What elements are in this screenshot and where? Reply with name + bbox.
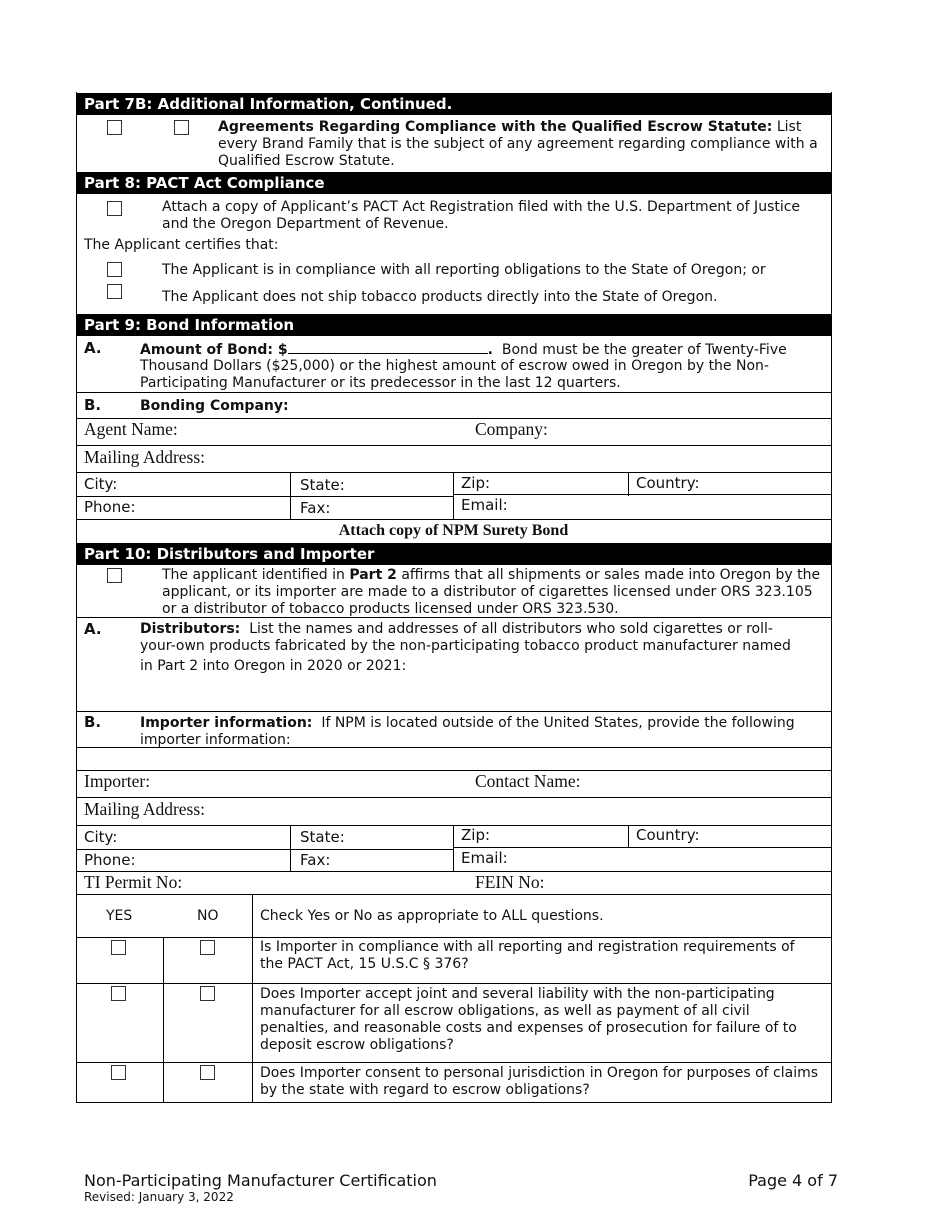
form-left-border bbox=[76, 92, 77, 1103]
q2-line-1: Does Importer accept joint and several liability with the non-participating bbox=[260, 986, 775, 1002]
q3-line-2: by the state with regard to escrow obligations? bbox=[260, 1082, 590, 1098]
attach-bond-note: Attach copy of NPM Surety Bond bbox=[338, 522, 569, 539]
q2-line-3: penalties, and reasonable costs and expenses of prosecution for failure of to bbox=[260, 1020, 797, 1036]
form-right-border bbox=[831, 92, 832, 1103]
part7b-agreements-line-1: Agreements Regarding Compliance with the Qualified Escrow Statute: List bbox=[218, 119, 802, 135]
importer-mailing-address-label: Mailing Address: bbox=[84, 799, 206, 819]
importer-country-label: Country: bbox=[636, 826, 700, 844]
importer-city-label: City: bbox=[84, 828, 118, 846]
importer-state-label: State: bbox=[300, 828, 345, 846]
divider bbox=[453, 494, 831, 495]
part9-a-letter: A. bbox=[84, 339, 102, 357]
part7b-agreements-line-3: Qualified Escrow Statute. bbox=[218, 153, 395, 169]
part9-header: Part 9: Bond Information bbox=[76, 314, 831, 336]
bond-amount-field[interactable] bbox=[288, 340, 488, 354]
bond-state-label: State: bbox=[300, 476, 345, 494]
part10-affirm-line-3: or a distributor of tobacco products licensed under ORS 323.530. bbox=[162, 601, 619, 617]
divider bbox=[76, 983, 831, 984]
bond-city-label: City: bbox=[84, 475, 118, 493]
part8-option-2: The Applicant does not ship tobacco products directly into the State of Oregon. bbox=[162, 289, 718, 305]
divider bbox=[76, 937, 831, 938]
divider bbox=[76, 496, 453, 497]
bond-agent-name-label: Agent Name: bbox=[84, 419, 178, 439]
footer-page-number: Page 4 of 7 bbox=[748, 1171, 838, 1190]
part10-distributors-line-2: your-own products fabricated by the non-participating tobacco product manufacturer named bbox=[140, 638, 791, 654]
divider bbox=[76, 519, 831, 520]
q2-no-checkbox[interactable] bbox=[200, 986, 215, 1001]
q3-no-checkbox[interactable] bbox=[200, 1065, 215, 1080]
part10-distributors-line-3: in Part 2 into Oregon in 2020 or 2021: bbox=[140, 658, 407, 674]
q2-line-4: deposit escrow obligations? bbox=[260, 1037, 454, 1053]
footer-revised: Revised: January 3, 2022 bbox=[84, 1190, 234, 1204]
form-bottom-border bbox=[76, 1102, 831, 1103]
divider bbox=[76, 849, 453, 850]
q3-line-1: Does Importer consent to personal jurisdiction in Oregon for purposes of claims bbox=[260, 1065, 819, 1081]
bond-company-label: Company: bbox=[475, 419, 548, 439]
divider bbox=[453, 825, 454, 872]
importer-label: Importer: bbox=[84, 771, 151, 791]
bond-mailing-address-label: Mailing Address: bbox=[84, 447, 206, 467]
part8-certifies: The Applicant certifies that: bbox=[84, 237, 279, 253]
no-column-header: NO bbox=[197, 908, 219, 924]
part10-importer-line-1: Importer information: If NPM is located outside of the United States, provide the following bbox=[140, 715, 795, 731]
part8-option-1: The Applicant is in compliance with all reporting obligations to the State of Oregon; or bbox=[162, 262, 766, 278]
divider bbox=[453, 472, 454, 519]
part9-a-line-2: Thousand Dollars ($25,000) or the highest amount of escrow owed in Oregon by the Non- bbox=[140, 358, 769, 374]
divider bbox=[76, 392, 831, 393]
part10-header: Part 10: Distributors and Importer bbox=[76, 543, 831, 565]
divider bbox=[76, 1062, 831, 1063]
yes-column-header: YES bbox=[106, 908, 133, 924]
part8-option-2-checkbox[interactable] bbox=[107, 284, 122, 299]
q1-line-1: Is Importer in compliance with all reporting and registration requirements of bbox=[260, 939, 795, 955]
part10-a-letter: A. bbox=[84, 620, 102, 638]
part10-b-letter: B. bbox=[84, 713, 102, 731]
part8-header: Part 8: PACT Act Compliance bbox=[76, 172, 831, 194]
part10-importer-line-2: importer information: bbox=[140, 732, 291, 748]
divider bbox=[252, 894, 253, 1103]
q1-no-checkbox[interactable] bbox=[200, 940, 215, 955]
importer-fax-label: Fax: bbox=[300, 851, 331, 869]
divider bbox=[76, 770, 831, 771]
part7b-checkbox-2[interactable] bbox=[174, 120, 189, 135]
q3-yes-checkbox[interactable] bbox=[111, 1065, 126, 1080]
part9-bond-amount-line: Amount of Bond: $ . Bond must be the greater of Twenty-Five bbox=[140, 342, 787, 358]
importer-fein-label: FEIN No: bbox=[475, 872, 545, 892]
divider bbox=[76, 418, 831, 419]
q1-line-2: the PACT Act, 15 U.S.C § 376? bbox=[260, 956, 469, 972]
divider bbox=[628, 825, 629, 847]
importer-ti-permit-label: TI Permit No: bbox=[84, 872, 183, 892]
bond-email-label: Email: bbox=[461, 496, 508, 514]
divider bbox=[453, 847, 831, 848]
q2-line-2: manufacturer for all escrow obligations, as well as payment of all civil bbox=[260, 1003, 750, 1019]
bond-fax-label: Fax: bbox=[300, 499, 331, 517]
part7b-checkbox-1[interactable] bbox=[107, 120, 122, 135]
yes-no-instructions: Check Yes or No as appropriate to ALL questions. bbox=[260, 908, 604, 924]
part9-a-line-3: Participating Manufacturer or its predecessor in the last 12 quarters. bbox=[140, 375, 621, 391]
part10-affirm-line-1: The applicant identified in Part 2 affirms that all shipments or sales made into Oregon by the bbox=[162, 567, 821, 583]
importer-contact-name-label: Contact Name: bbox=[475, 771, 581, 791]
part7b-agreements-line-2: every Brand Family that is the subject of any agreement regarding compliance with a bbox=[218, 136, 818, 152]
divider bbox=[76, 711, 831, 712]
divider bbox=[76, 617, 831, 618]
importer-email-label: Email: bbox=[461, 849, 508, 867]
footer-title: Non-Participating Manufacturer Certification bbox=[84, 1171, 437, 1190]
part10-affirm-checkbox[interactable] bbox=[107, 568, 122, 583]
importer-phone-label: Phone: bbox=[84, 851, 136, 869]
q2-yes-checkbox[interactable] bbox=[111, 986, 126, 1001]
part7b-header: Part 7B: Additional Information, Continued. bbox=[76, 93, 831, 115]
divider bbox=[76, 894, 831, 895]
part9-b-letter: B. bbox=[84, 396, 102, 414]
part10-distributors-line-1: Distributors: List the names and addresses of all distributors who sold cigarettes or roll- bbox=[140, 621, 773, 637]
divider bbox=[76, 445, 831, 446]
part10-affirm-line-2: applicant, or its importer are made to a distributor of cigarettes licensed under ORS 323.105 bbox=[162, 584, 813, 600]
divider bbox=[76, 871, 831, 872]
bond-zip-label: Zip: bbox=[461, 474, 491, 492]
part8-option-1-checkbox[interactable] bbox=[107, 262, 122, 277]
divider bbox=[76, 797, 831, 798]
bond-country-label: Country: bbox=[636, 474, 700, 492]
divider bbox=[76, 747, 831, 748]
bond-phone-label: Phone: bbox=[84, 498, 136, 516]
part8-attach-checkbox[interactable] bbox=[107, 201, 122, 216]
part8-attach-line-1: Attach a copy of Applicant’s PACT Act Registration filed with the U.S. Department of Justice bbox=[162, 199, 801, 215]
importer-zip-label: Zip: bbox=[461, 826, 491, 844]
part9-bonding-company-label: Bonding Company: bbox=[140, 398, 289, 414]
divider bbox=[628, 472, 629, 496]
divider bbox=[163, 937, 164, 1103]
q1-yes-checkbox[interactable] bbox=[111, 940, 126, 955]
part8-attach-line-2: and the Oregon Department of Revenue. bbox=[162, 216, 449, 232]
